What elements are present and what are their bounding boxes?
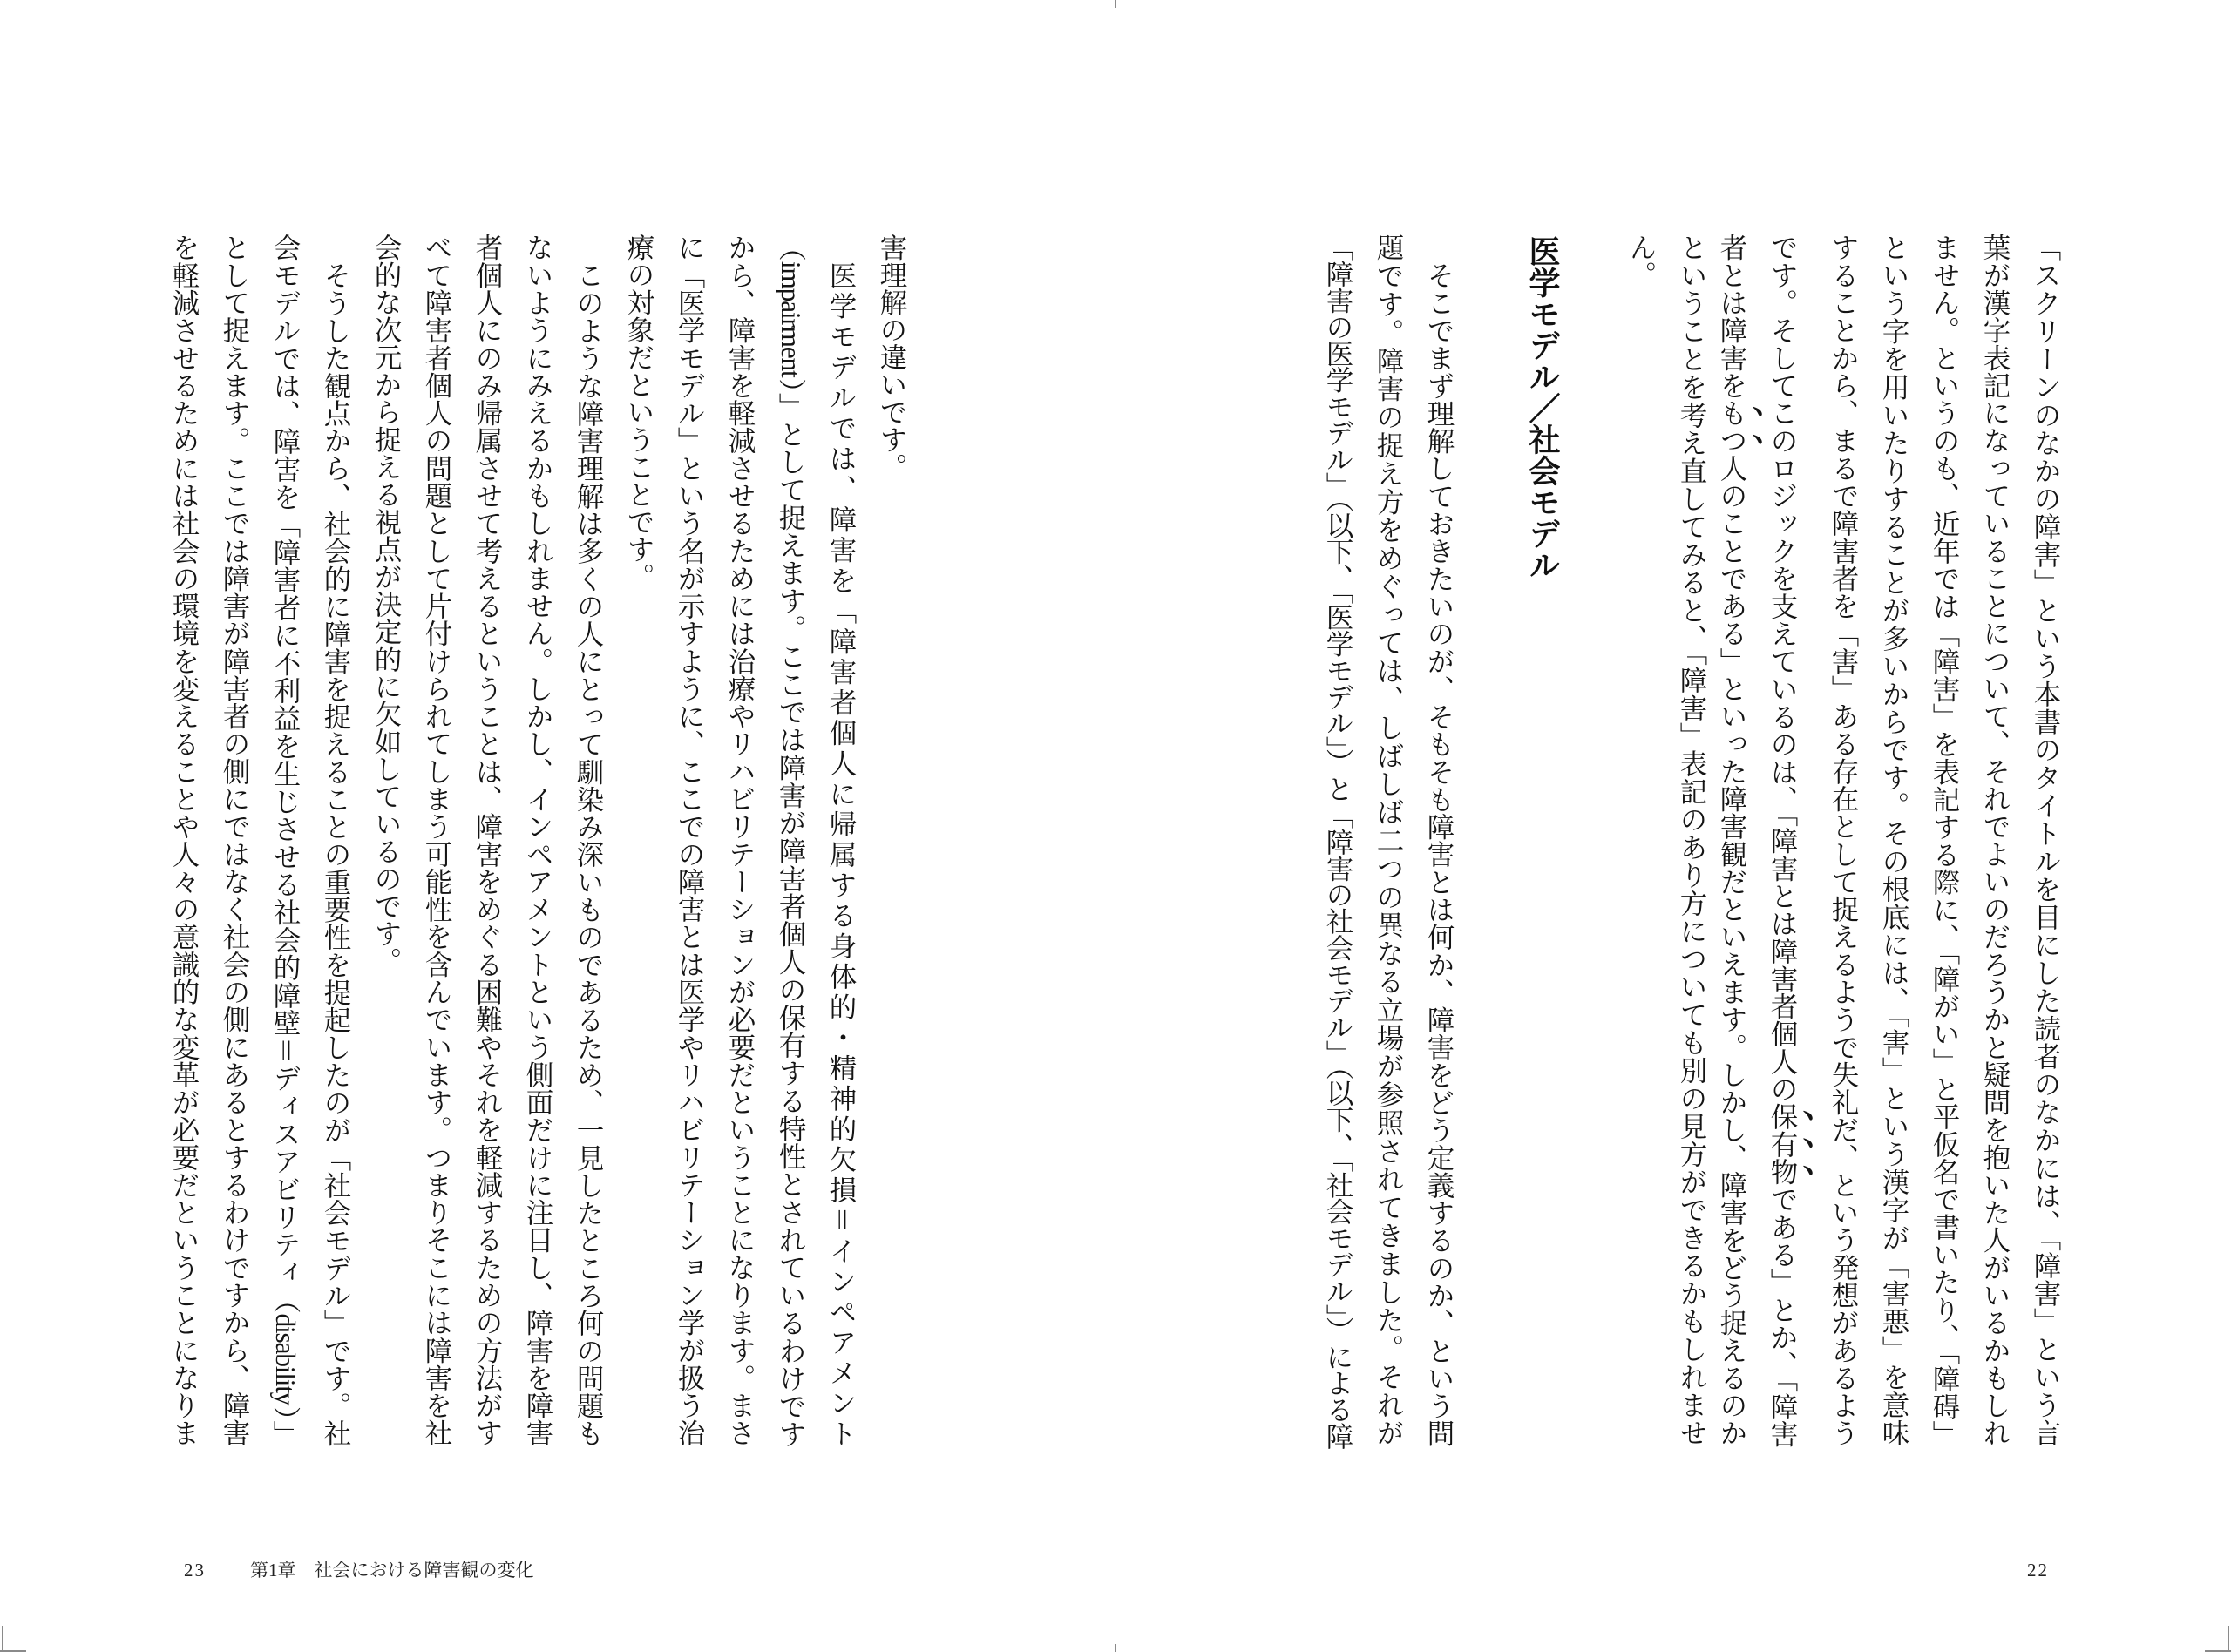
text-line: （impairment）」として捉えます。ここでは障害が障害者個人の保有する特性とされているわけです [776,234,806,1446]
text-line: 者個人にのみ帰属させて考えるということは、障害をめぐる困難やそれを軽減するための方法がす [472,234,503,1446]
text-line: そこでまず理解しておきたいのが、そもそも障害とは何か、障害をどう定義するのか、という問 [1424,261,1455,1446]
text-line [1717,234,1767,1446]
page-number-left: 23 [184,1560,206,1581]
text-line: することから、まるで障害者を「害」ある存在として捉えるようで失礼だ、という発想があるよう [1828,234,1859,1446]
text-line: 会的な次元から捉える視点が決定的に欠如しているのです。 [371,234,402,975]
text-line: ということを考え直してみると、「障害」表記のあり方についても別の見方ができるかもしれませ [1677,234,1707,1446]
text-segment: 人のことである」といった障害観だといえます。しかし、障害をどう捉えるのか [1717,454,1747,1447]
text-line: べて障害者個人の問題として片付けられてしまう可能性を含んでいます。つまりそこには障害を社 [422,234,452,1446]
text-line: ないようにみえるかもしれません。しかし、インペアメントという側面だけに注目し、障害を障害 [523,234,553,1446]
text-line: として捉えます。ここでは障害が障害者の側にではなく社会の側にあるとするわけですから、障害 [220,234,250,1446]
emphasized-text: 保有物 [1767,1102,1798,1186]
text-segment: である」とか、「障害 [1767,1185,1798,1446]
page-number-right: 22 [2027,1560,2049,1581]
text-line: ません。というのも、近年では「障害」を表記する際に、「障がい」と平仮名で書いたり、「障碍」 [1929,234,1960,1446]
text-line [1767,234,1818,1446]
text-line: そうした観点から、社会的に障害を捉えることの重要性を提起したのが「社会モデル」です。社 [321,261,351,1446]
text-segment: です。そしてこのロジックを支えているのは、「障害とは障害者個人の [1767,234,1798,1103]
text-line: ん。 [1626,234,1657,288]
text-segment: 者とは障害を [1717,234,1747,399]
text-line: 「障害の医学モデル」（以下、「医学モデル」）と「障害の社会モデル」（以下、「社会モデル」）による障 [1323,234,1353,1446]
text-line: という字を用いたりすることが多いからです。その根底には、「害」という漢字が「害悪」を意味 [1879,234,1909,1447]
text-line: 療の対象だということです。 [624,234,654,591]
emphasized-text: もつ [1717,398,1747,455]
text-line: 「スクリーンのなかの障害」という本書のタイトルを目にした読者のなかには、「障害」という言 [2031,234,2061,1446]
text-line: 葉が漢字表記になっていることについて、それでよいのだろうかと疑問を抱いた人がいるかもしれ [1980,234,2011,1446]
text-line: 題です。障害の捉え方をめぐっては、しばしば二つの異なる立場が参照されてきました。それが [1373,234,1404,1446]
text-line: から、障害を軽減させるためには治療やリハビリテーションが必要だということになります。まさ [725,234,756,1446]
text-line: 害理解の違いです。 [877,234,907,481]
text-line: を軽減させるためには社会の環境を変えることや人々の意識的な変革が必要だということになりま [169,234,200,1446]
text-line: 医学モデルでは、障害を「障害者個人に帰属する身体的・精神的欠損＝インペアメント [826,261,857,1446]
text-line: 会モデルでは、障害を「障害者に不利益を生じさせる社会的障壁＝ディスアビリティ（disability）」 [270,234,301,1446]
text-line: このような障害理解は多くの人にとって馴染み深いものであるため、一見したところ何の問題も [573,261,604,1446]
text-line: に「医学モデル」という名が示すように、ここでの障害とは医学やリハビリテーション学が扱う治 [675,234,705,1446]
section-heading: 医学モデル／社会モデル [1525,235,1561,580]
running-head: 第1章 社会における障害観の変化 [250,1560,534,1581]
